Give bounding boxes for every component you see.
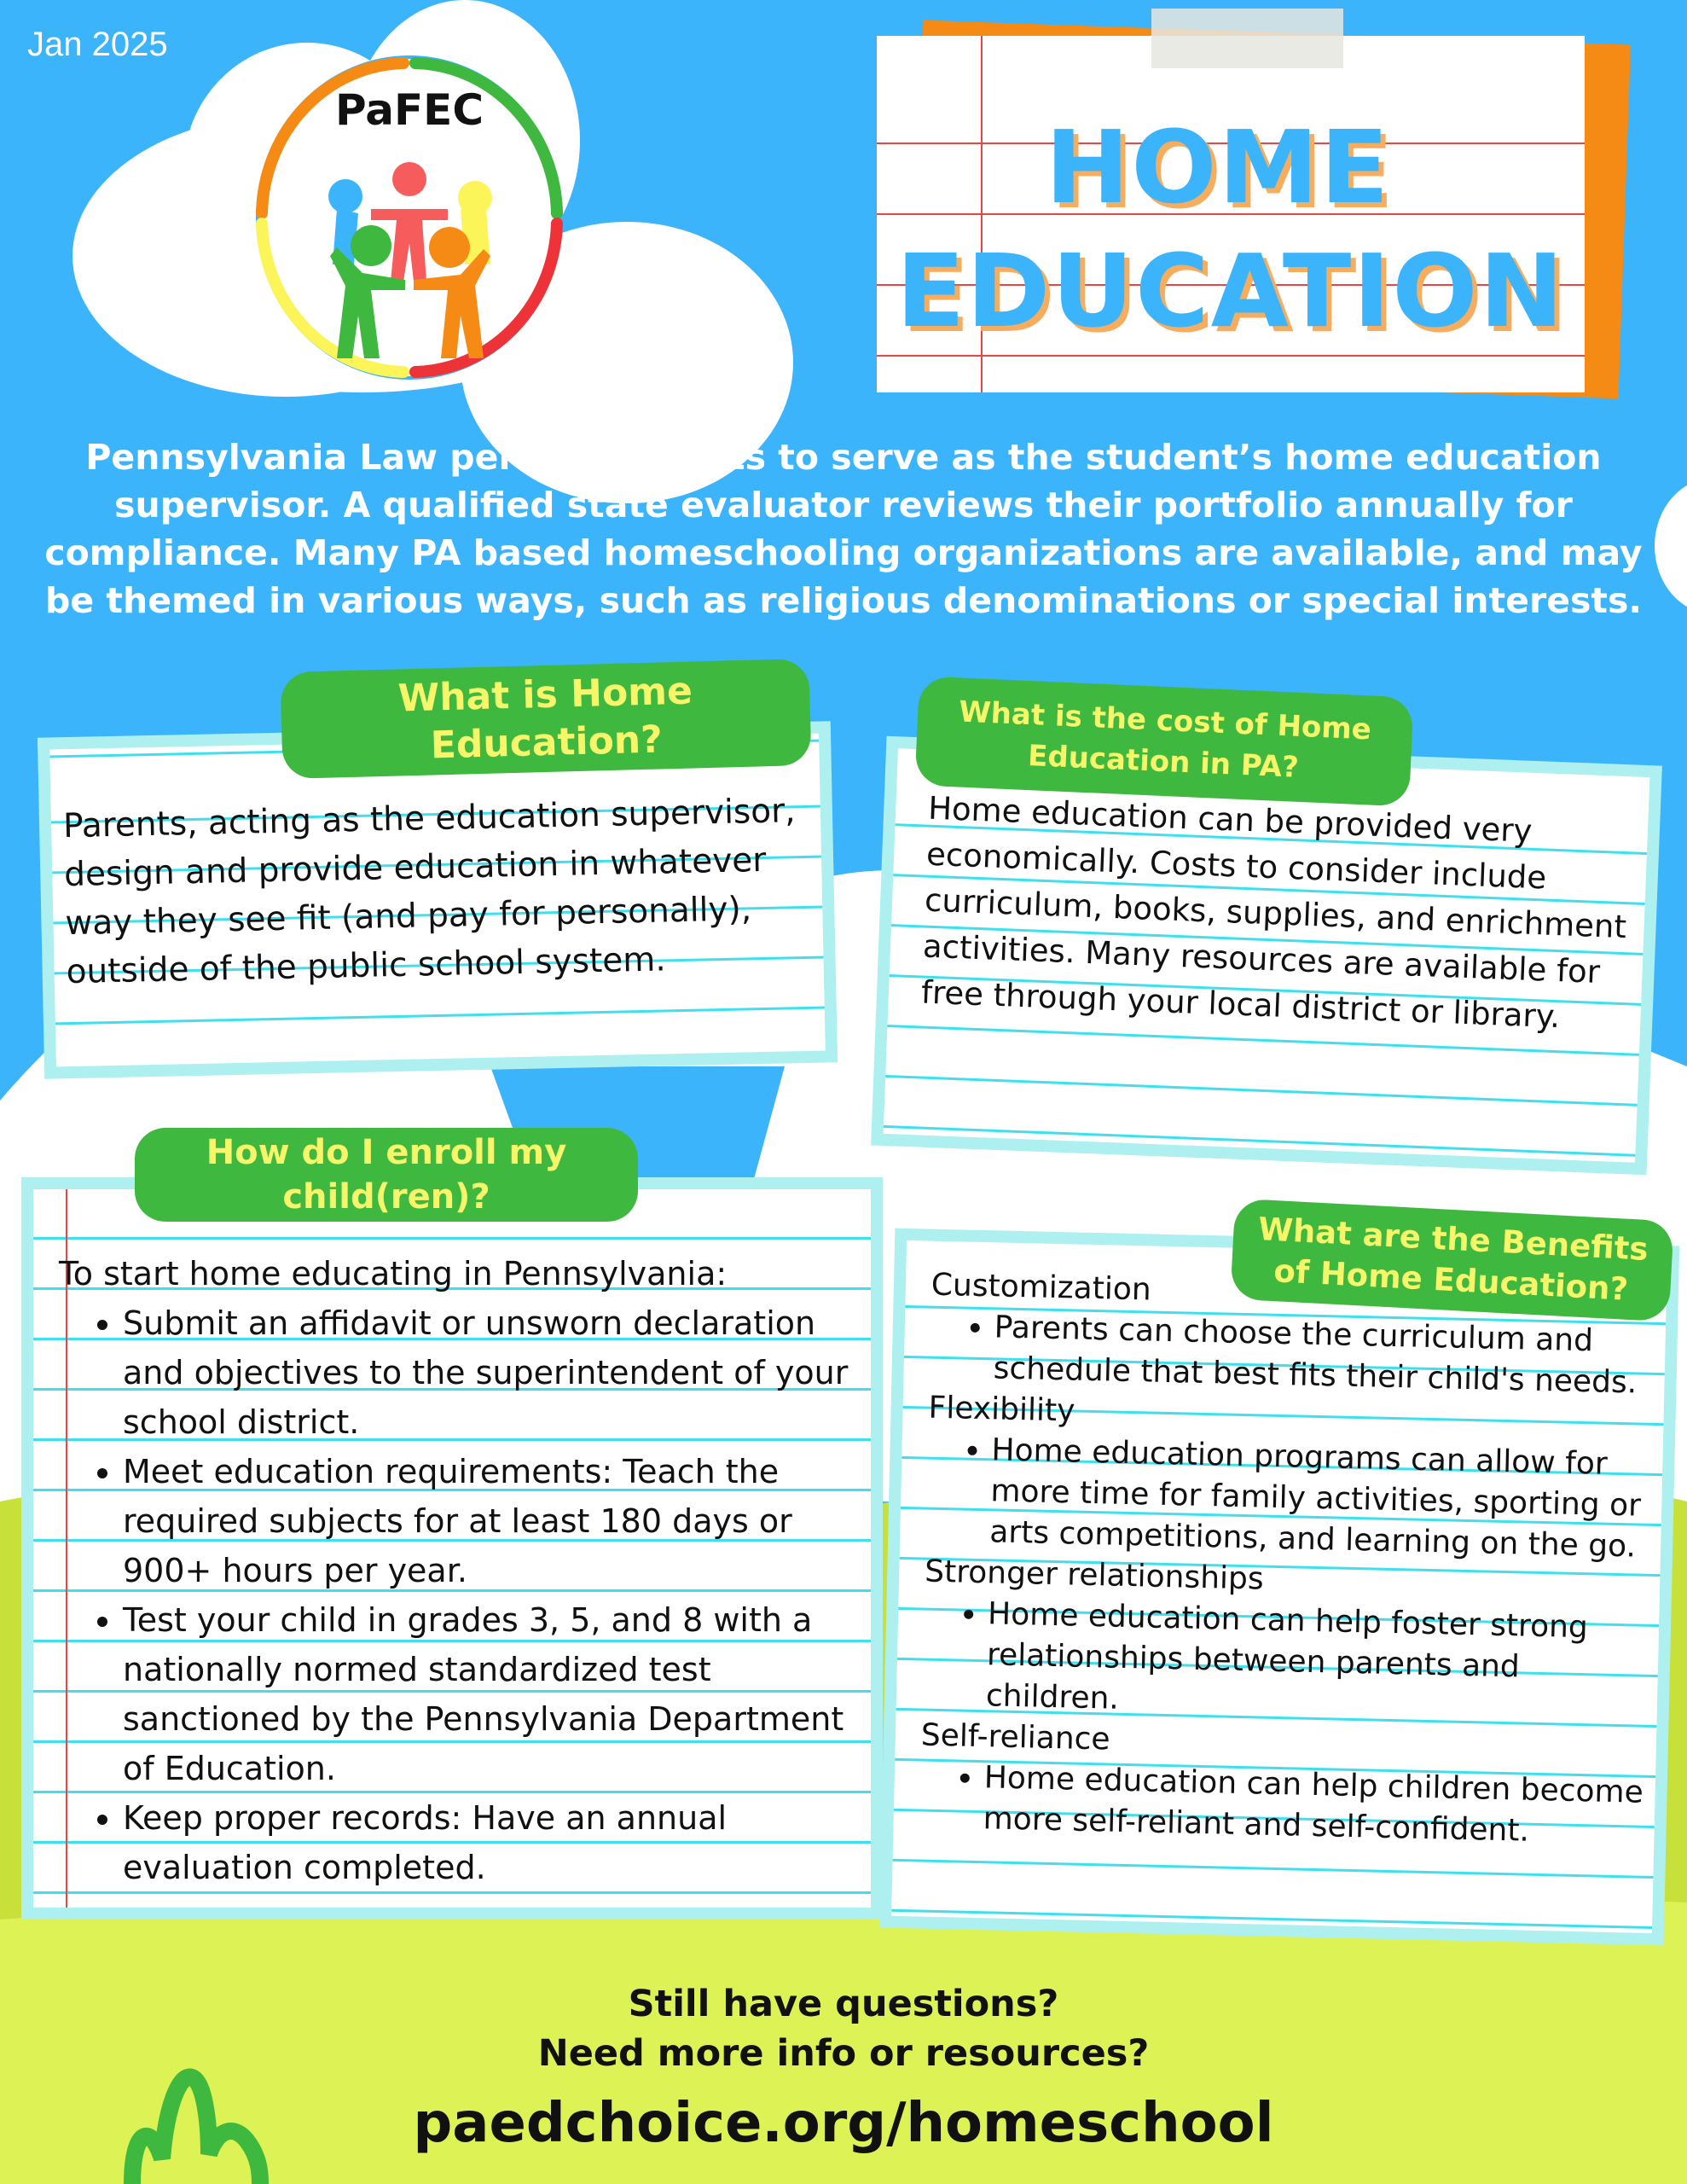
footer-link[interactable]: paedchoice.org/homeschool xyxy=(413,2092,1274,2155)
sprout-icon xyxy=(119,2056,281,2184)
list-item: • Parents can choose the curriculum and schedule that best fits their child's needs. xyxy=(993,1307,1664,1404)
heading-line: What is Home xyxy=(397,669,693,721)
heading-line: Education in PA? xyxy=(1027,739,1300,785)
enroll-content xyxy=(59,1249,861,1892)
benefit-title: Self-reliance xyxy=(920,1717,1111,1757)
card-paper xyxy=(891,1240,1667,1933)
card-body: Home education can be provided very economically. Costs to consider include curriculum, books, supplies, and enrichment activities. Many resources are available for free through your local district or library. xyxy=(920,789,1627,1036)
card-paper xyxy=(49,734,826,1067)
list-item: • Test your child in grades 3, 5, and 8 with a nationally normed standardized test sanctioned by the Pennsylvania Department of Education. xyxy=(123,1595,861,1793)
page-title-line2: EDUCATION xyxy=(896,232,1566,350)
pafec-logo xyxy=(252,51,567,384)
list-item: • Home education can help children become more self-reliant and self-confident. xyxy=(983,1757,1654,1855)
heading-line: What is the cost of Home xyxy=(958,694,1372,747)
benefit-title: Stronger relationships xyxy=(924,1554,1265,1597)
intro-paragraph: Pennsylvania Law permits parents to serve as the student’s home education supervisor. A qualified state evaluator reviews their portfolio annually for compliance. Many PA based homeschooling organizations are available, and may be themed in various ways, such as religious denominations or special interests. xyxy=(44,437,1643,621)
card-benefits xyxy=(879,1228,1679,1946)
benefits-content xyxy=(919,1265,1665,1855)
heading-line: What are the Benefits xyxy=(1257,1211,1649,1268)
footer-question: Need more info or resources? xyxy=(537,2032,1150,2075)
enroll-list xyxy=(59,1298,861,1892)
list-item: • Submit an affidavit or unsworn declaration and objectives to the superintendent of your school district. xyxy=(123,1298,861,1447)
heading-line: child(ren)? xyxy=(282,1177,490,1217)
page-title-line1: HOME xyxy=(1045,108,1391,226)
ruled-line xyxy=(877,355,1585,357)
benefit-title: Customization xyxy=(930,1267,1152,1308)
card-paper xyxy=(33,1189,871,1908)
card-heading-cost xyxy=(914,676,1413,806)
card-heading-enroll xyxy=(135,1128,638,1222)
benefit-list xyxy=(921,1593,1657,1732)
heading-line: How do I enroll my xyxy=(206,1133,567,1172)
footer-question: Still have questions? xyxy=(628,1983,1059,2025)
heading-line: Education? xyxy=(430,717,664,768)
benefit-list xyxy=(919,1757,1654,1855)
title-card xyxy=(877,36,1585,392)
card-body: Parents, acting as the education supervisor, design and provide education in whatever way they see fit (and pay for personally), outside of the public school system. xyxy=(62,792,796,992)
benefit-title: Flexibility xyxy=(928,1390,1075,1429)
benefit-list xyxy=(925,1429,1661,1568)
heading-line: of Home Education? xyxy=(1272,1252,1630,1308)
card-enroll xyxy=(21,1177,883,1920)
logo-text: PaFEC xyxy=(334,85,484,135)
card-cost xyxy=(871,736,1662,1176)
list-item: • Keep proper records: Have an annual evaluation completed. xyxy=(123,1793,861,1892)
date-label: Jan 2025 xyxy=(27,26,168,63)
list-item: • Home education programs can allow for more time for family activities, sporting or arts competitions, and learning on the go. xyxy=(989,1430,1661,1568)
list-item: • Meet education requirements: Teach the required subjects for at least 180 days or 900+ hours per year. xyxy=(123,1447,861,1595)
tape-decoration xyxy=(1151,9,1343,68)
list-item: • Home education can help foster strong relationships between parents and children. xyxy=(985,1594,1657,1732)
card-paper xyxy=(884,748,1650,1163)
enroll-intro: To start home educating in Pennsylvania: xyxy=(59,1255,728,1292)
card-heading-what xyxy=(280,659,811,779)
